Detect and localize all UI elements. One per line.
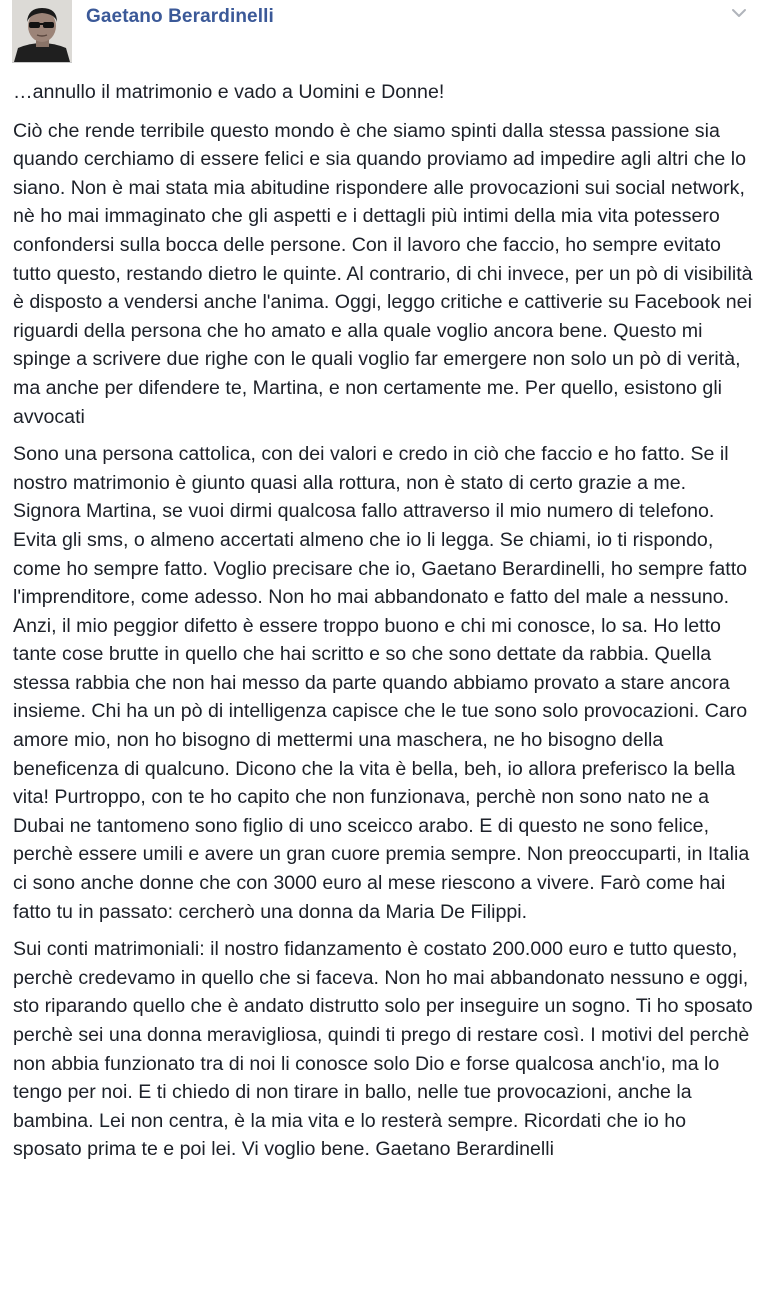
post-body <box>13 78 753 1173</box>
author-name-link[interactable]: Gaetano Berardinelli <box>86 6 274 27</box>
avatar[interactable] <box>12 0 72 63</box>
chevron-down-icon[interactable] <box>728 4 750 22</box>
post-paragraph: Sono una persona cattolica, con dei valori e credo in ciò che faccio e ho fatto. Se il nostro matrimonio è giunto quasi alla rottura, non è stato di certo grazie a me. Signora Martina, se vuoi dirmi qualcosa fallo attraverso il mio numero di telefono. Evita gli sms, o almeno accertati almeno che io li legga. Se chiami, io ti rispondo, come ho sempre fatto. Voglio precisare che io, Gaetano Berardinelli, ho sempre fatto l'imprenditore, come adesso. Non ho mai abbandonato e fatto del male a nessuno. Anzi, il mio peggior difetto è essere troppo buono e chi mi conosce, lo sa. Ho letto tante cose brutte in quello che hai scritto e so che sono dettate da rabbia. Quella stessa rabbia che non hai messo da parte quando abbiamo provato a stare ancora insieme. Chi ha un pò di intelligenza capisce che le tue sono solo provocazioni. Caro amore mio, non ho bisogno di mettermi una maschera, ne ho bisogno della beneficenza di qualcuno. Dicono che la vita è bella, beh, io allora preferisco la bella vita! Purtroppo, con te ho capito che non funzionava, perchè non sono nato ne a Dubai ne tantomeno sono figlio di uno sceicco arabo. E di questo ne sono felice, perchè essere umili e avere un gran cuore premia sempre. Non preoccuparti, in Italia ci sono anche donne che con 3000 euro al mese riescono a vivere. Farò come hai fatto tu in passato: cercherò una donna da Maria De Filippi. <box>13 443 750 923</box>
post-paragraph: Sui conti matrimoniali: il nostro fidanzamento è costato 200.000 euro e tutto questo, perchè credevamo in quello che si faceva. Non ho mai abbandonato nessuno e oggi, sto riparando quello che è andato distrutto solo per inseguire un sogno. Ti ho sposato perchè sei una donna meravigliosa, quindi ti prego di restare così. I motivi del perchè non abbia funzionato tra di noi li conosce solo Dio e forse qualcosa anch'io, ma lo tengo per noi. E ti chiedo di non tirare in ballo, nelle tue provocazioni, anche la bambina. Lei non centra, è la mia vita e lo resterà sempre. Ricordati che io ho sposato prima te e poi lei. Vi voglio bene. Gaetano Berardinelli <box>13 938 753 1161</box>
post-header <box>12 0 752 68</box>
post-paragraph: Ciò che rende terribile questo mondo è che siamo spinti dalla stessa passione sia quando cerchiamo di essere felici e sia quando proviamo ad impedire agli altri che lo siano. Non è mai stata mia abitudine rispondere alle provocazioni sui social network, nè ho mai immaginato che gli aspetti e i dettagli più intimi della mia vita potessero confondersi sulla bocca delle persone. Con il lavoro che faccio, ho sempre evitato tutto questo, restando dietro le quinte. Al contrario, di chi invece, per un pò di visibilità è disposto a vendersi anche l'anima. Oggi, leggo critiche e cattiverie su Facebook nei riguardi della persona che ho amato e alla quale voglio ancora bene. Questo mi spinge a scrivere due righe con le quali voglio far emergere non solo un pò di verità, ma anche per difendere te, Martina, e non certamente me. Per quello, esistono gli avvocati <box>13 119 753 428</box>
post-paragraph-intro: …annullo il matrimonio e vado a Uomini e Donne! <box>13 81 445 103</box>
